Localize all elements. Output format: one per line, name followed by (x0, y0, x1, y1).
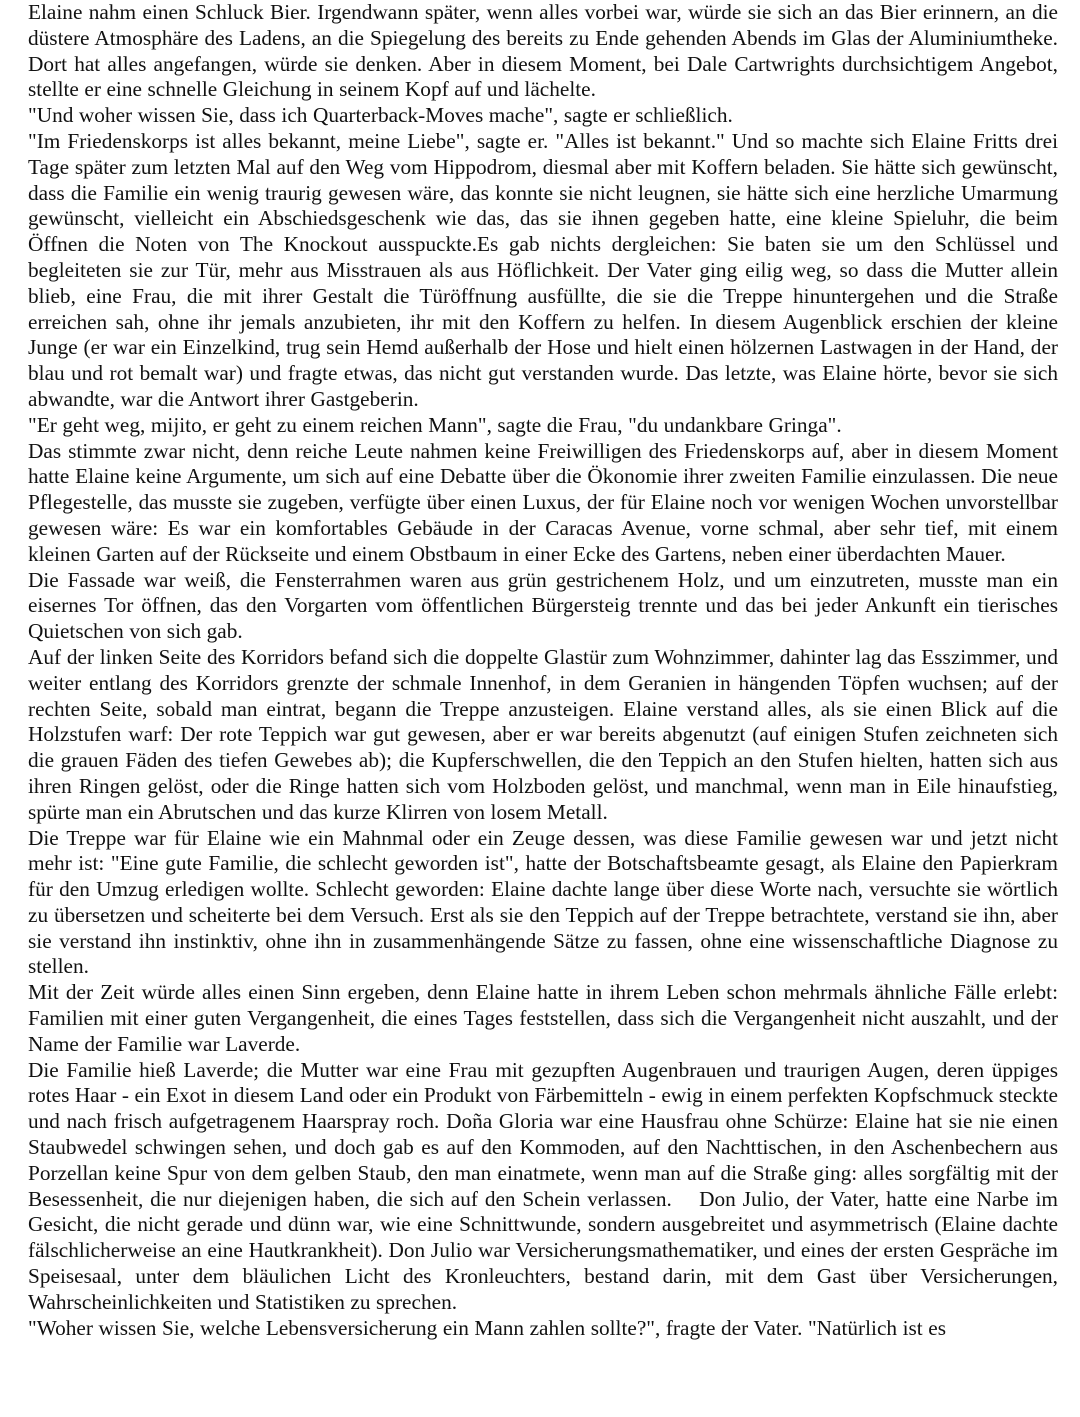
paragraph-1: Elaine nahm einen Schluck Bier. Irgendwann später, wenn alles vorbei war, würde sie sich an das Bier erinnern, an die düstere Atmosphäre des Ladens, an die Spiegelung des bereits zu Ende gehenden Abends im Glas der Aluminiumtheke. Dort hat alles angefangen, würde sie denken. Aber in diesem Moment, bei Dale Cartwrights durchsichtigem Angebot, stellte er eine schnelle Gleichung in seinem Kopf auf und lächelte. (28, 0, 1058, 102)
paragraph-2: "Und woher wissen Sie, dass ich Quarterback-Moves mache", sagte er schließlich. (28, 103, 733, 128)
paragraph-9: Mit der Zeit würde alles einen Sinn ergeben, denn Elaine hatte in ihrem Leben schon mehrmals ähnliche Fälle erlebt: Familien mit einer guten Vergangenheit, die eines Tages feststellen, dass sich die Vergangenheit nicht auszahlt, und der Name der Familie war Laverde. (28, 980, 1058, 1056)
document-page (28, 0, 1058, 1341)
paragraph-5: Das stimmte zwar nicht, denn reiche Leute nahmen keine Freiwilligen des Friedenskorps auf, aber in diesem Moment hatte Elaine keine Argumente, um sich auf eine Debatte über die Ökonomie ihrer zweiten Familie einzulassen. Die neue Pflegestelle, das musste sie zugeben, verfügte über einen Luxus, der für Elaine noch vor wenigen Wochen unvorstellbar gewesen wäre: Es war ein komfortables Gebäude in der Caracas Avenue, vorne schmal, aber sehr tief, mit einem kleinen Garten auf der Rückseite und einem Obstbaum in einer Ecke des Gartens, neben einer überdachten Mauer. (28, 438, 1058, 566)
paragraph-3: "Im Friedenskorps ist alles bekannt, meine Liebe", sagte er. "Alles ist bekannt." Und so machte sich Elaine Fritts drei Tage später zum letzten Mal auf den Weg vom Hippodrom, diesmal aber mit Koffern beladen. Sie hätte sich gewünscht, dass die Familie ein wenig traurig gewesen wäre, das konnte sie nicht leugnen, sie hätte sich eine herzliche Umarmung gewünscht, vielleicht ein Abschiedsgeschenk wie das, das sie ihnen gegeben hatte, eine kleine Spieluhr, die beim Öffnen die Noten von The Knockout ausspuckte.Es gab nichts dergleichen: Sie baten sie um den Schlüssel und begleiteten sie zur Tür, mehr aus Misstrauen als aus Höflichkeit. Der Vater ging eilig weg, so dass die Mutter allein blieb, eine Frau, die mit ihrer Gestalt die Türöffnung ausfüllte, die sie die Treppe hinuntergehen und die Straße erreichen sah, ohne ihr jemals anzubieten, ihr mit den Koffern zu helfen. In diesem Augenblick erschien der kleine Junge (er war ein Einzelkind, trug sein Hemd außerhalb der Hose und hielt einen hölzernen Lastwagen in der Hand, der blau und rot bemalt war) und fragte etwas, das nicht gut verstanden wurde. Das letzte, was Elaine hörte, bevor sie sich abwandte, war die Antwort ihrer Gastgeberin. (28, 128, 1058, 411)
paragraph-7: Auf der linken Seite des Korridors befand sich die doppelte Glastür zum Wohnzimmer, dahinter lag das Esszimmer, und weiter entlang des Korridors grenzte der schmale Innenhof, in dem Geranien in hängenden Töpfen wuchsen; auf der rechten Seite, sobald man eintrat, begann die Treppe anzusteigen. Elaine verstand alles, als sie einen Blick auf die Holzstufen warf: Der rote Teppich war gut gewesen, aber er war bereits abgenutzt (auf einigen Stufen zeichneten sich die grauen Fäden des tiefen Gewebes ab); die Kupferschwellen, die den Teppich an den Stufen hielten, hatten sich aus ihren Ringen gelöst, oder die Ringe hatten sich vom Holzboden gelöst, und manchmal, wenn man in Eile hinaufstieg, spürte man ein Abrutschen und das kurze Klirren von losem Metall. (28, 644, 1058, 824)
paragraph-6: Die Fassade war weiß, die Fensterrahmen waren aus grün gestrichenem Holz, und um einzutreten, musste man ein eisernes Tor öffnen, das den Vorgarten vom öffentlichen Bürgersteig trennte und das bei jeder Ankunft ein tierisches Quietschen von sich gab. (28, 567, 1058, 644)
paragraph-8: Die Treppe war für Elaine wie ein Mahnmal oder ein Zeuge dessen, was diese Familie gewesen war und jetzt nicht mehr ist: "Eine gute Familie, die schlecht geworden ist", hatte der Botschaftsbeamte gesagt, als Elaine den Papierkram für den Umzug erledigen wollte. Schlecht geworden: Elaine dachte lange über diese Worte nach, versuchte sie wörtlich zu übersetzen und scheiterte bei dem Versuch. Erst als sie den Teppich auf der Treppe betrachtete, verstand sie ihn, aber sie verstand ihn instinktiv, ohne ihn in zusammenhängende Sätze zu fassen, ohne eine wissenschaftliche Diagnose zu stellen. (28, 825, 1058, 979)
paragraph-10: Die Familie hieß Laverde; die Mutter war eine Frau mit gezupften Augenbrauen und traurigen Augen, deren üppiges rotes Haar - ein Exot in diesem Land oder ein Produkt von Färbemitteln - ewig in einem perfekten Kopfschmuck steckte und nach frisch aufgetragenem Haarspray roch. Doña Gloria war eine Hausfrau ohne Schürze: Elaine hat sie nie einen Staubwedel schwingen sehen, und doch gab es auf den Kommoden, auf den Nachttischen, in den Aschenbechern aus Porzellan keine Spur von dem gelben Staub, den man einatmete, wenn man auf die Straße ging: alles sorgfältig mit der Besessenheit, die nur diejenigen haben, die sich auf den Schein verlassen. Don Julio, der Vater, hatte eine Narbe im Gesicht, die nicht gerade und dünn war, wie eine Schnittwunde, sondern ausgebreitet und asymmetrisch (Elaine dachte fälschlicherweise an eine Hautkrankheit). Don Julio war Versicherungsmathematiker, und eines der ersten Gespräche im Speisesaal, unter dem bläulichen Licht des Kronleuchters, bestand darin, mit dem Gast über Versicherungen, Wahrscheinlichkeiten und Statistiken zu sprechen. (28, 1057, 1058, 1314)
paragraph-11: "Woher wissen Sie, welche Lebensversicherung ein Mann zahlen sollte?", fragte der Vater. "Natürlich ist es (28, 1315, 946, 1340)
paragraph-4: "Er geht weg, mijito, er geht zu einem reichen Mann", sagte die Frau, "du undankbare Gringa". (28, 412, 842, 437)
